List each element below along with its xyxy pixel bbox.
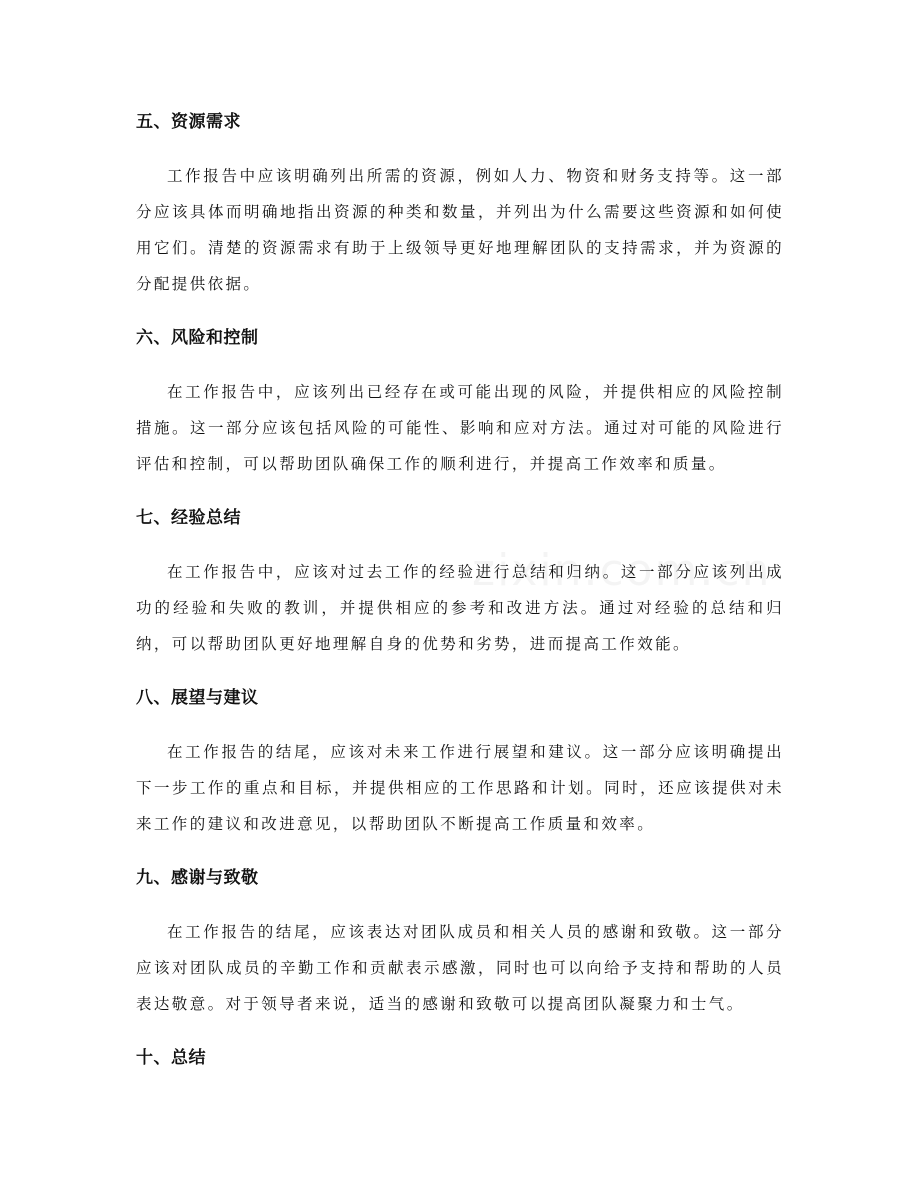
section-heading: 五、资源需求 bbox=[136, 112, 241, 132]
section-heading: 八、展望与建议 bbox=[136, 688, 259, 708]
section-risk-control bbox=[136, 320, 784, 482]
section-heading: 七、经验总结 bbox=[136, 508, 241, 528]
section-paragraph: 在工作报告中，应该对过去工作的经验进行总结和归纳。这一部分应该列出成功的经验和失败的教训，并提供相应的参考和改进方法。通过对经验的总结和归纳，可以帮助团队更好地理解自身的优势和劣势，进而提高工作效能。 bbox=[136, 563, 784, 653]
section-outlook-suggestions bbox=[136, 680, 784, 842]
document-content bbox=[136, 104, 784, 1094]
section-thanks-tribute bbox=[136, 860, 784, 1022]
section-paragraph: 在工作报告的结尾，应该对未来工作进行展望和建议。这一部分应该明确提出下一步工作的重点和目标，并提供相应的工作思路和计划。同时，还应该提供对未来工作的建议和改进意见，以帮助团队不断提高工作质量和效率。 bbox=[136, 743, 784, 833]
section-paragraph: 工作报告中应该明确列出所需的资源，例如人力、物资和财务支持等。这一部分应该具体而明确地指出资源的种类和数量，并列出为什么需要这些资源和如何使用它们。清楚的资源需求有助于上级领导更好地理解团队的支持需求，并为资源的分配提供依据。 bbox=[136, 167, 784, 293]
section-heading: 十、总结 bbox=[136, 1048, 206, 1068]
section-heading: 九、感谢与致敬 bbox=[136, 868, 259, 888]
section-summary bbox=[136, 1040, 784, 1076]
section-paragraph: 在工作报告的结尾，应该表达对团队成员和相关人员的感谢和致敬。这一部分应该对团队成员的辛勤工作和贡献表示感激，同时也可以向给予支持和帮助的人员表达敬意。对于领导者来说，适当的感谢和致敬可以提高团队凝聚力和士气。 bbox=[136, 923, 784, 1013]
section-resource-needs bbox=[136, 104, 784, 302]
section-heading: 六、风险和控制 bbox=[136, 328, 259, 348]
section-experience-summary bbox=[136, 500, 784, 662]
section-paragraph: 在工作报告中，应该列出已经存在或可能出现的风险，并提供相应的风险控制措施。这一部分应该包括风险的可能性、影响和应对方法。通过对可能的风险进行评估和控制，可以帮助团队确保工作的顺利进行，并提高工作效率和质量。 bbox=[136, 383, 784, 473]
